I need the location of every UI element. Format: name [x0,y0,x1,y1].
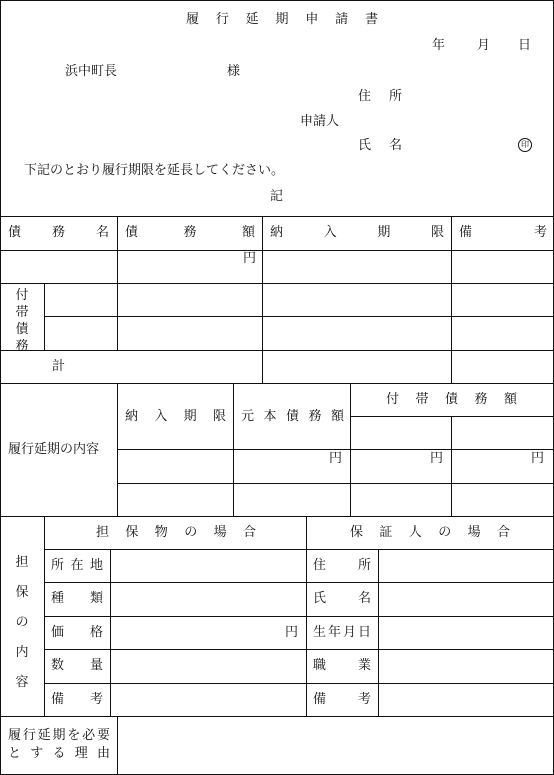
extension-label: 履行延期の内容 [8,442,100,457]
yen-unit: 円 [242,251,256,266]
total-label: 計 [52,359,66,374]
rule [44,683,554,684]
request-statement: 下記のとおり履行期限を延長してください。 [24,163,285,178]
guarantor-row-label: 備考 [313,692,371,707]
header-accessory-amount: 付帯債務額 [386,392,517,407]
rule [0,250,554,251]
rule [44,283,45,350]
guarantor-row-label: 住所 [313,558,371,573]
rule [350,416,554,417]
rule [44,582,554,583]
guarantor-row-label: 氏名 [313,591,371,606]
collateral-row-label: 種類 [51,591,103,606]
rule [117,383,118,516]
rule [306,516,307,716]
applicant-label: 申請人 [300,114,340,129]
seal-mark-icon: 印 [518,138,532,152]
rule [44,649,554,650]
yen-unit: 円 [530,451,544,466]
rule [0,383,554,384]
guarantor-title: 保証人の場合 [350,525,510,540]
header-due-date: 納入期限 [270,225,444,240]
rule [117,449,554,450]
rule [117,483,554,484]
rule [117,283,118,350]
rule [117,216,118,250]
rule [350,383,351,516]
address-label: 住所 [358,89,402,104]
rule [117,250,118,284]
header-remarks: 備考 [459,225,547,240]
accessory-debt-label: 付帯債務 [15,288,29,354]
rule [117,716,118,775]
rule [378,549,379,716]
guarantor-row-label: 職業 [313,658,371,673]
collateral-row-label: 所在地 [51,558,103,573]
header-new-deadline: 納入期限 [125,409,226,424]
yen-unit: 円 [328,451,342,466]
rule [44,549,554,550]
collateral-row-label: 数量 [51,658,103,673]
collateral-row-label: 備考 [51,692,103,707]
collateral-row-label: 価格 [51,625,103,640]
reason-label-line1: 履行延期を必要 [8,728,110,743]
yen-unit: 円 [429,451,443,466]
rule [0,350,554,351]
header-debt-name: 債務名 [8,225,109,240]
rule [0,216,554,217]
rule [0,283,554,284]
date-month: 月 [477,38,491,53]
form-title: 履行延期申請書 [186,12,378,27]
date-day: 日 [518,38,532,53]
rule [451,416,452,516]
rule [0,716,554,717]
yen-unit: 円 [284,625,298,640]
rule [44,316,554,317]
header-debt-amount: 債務額 [125,225,255,240]
rule [451,216,452,383]
rule [0,516,554,517]
reason-label-line2: とする理由 [8,746,110,761]
rule [44,516,45,716]
rule [233,383,234,516]
guarantor-row-label: 生年月日 [313,625,371,640]
addressee: 浜中町長 [65,64,118,79]
rule [44,616,554,617]
honorific: 様 [227,64,241,79]
rule [262,216,263,383]
collateral-title: 担保物の場合 [96,525,256,540]
security-label: 担保の内容 [15,555,29,690]
rule [110,549,111,716]
date-year: 年 [432,38,446,53]
ki-heading: 記 [270,189,284,204]
header-principal: 元本債務額 [241,409,344,424]
name-label: 氏名 [358,138,402,153]
